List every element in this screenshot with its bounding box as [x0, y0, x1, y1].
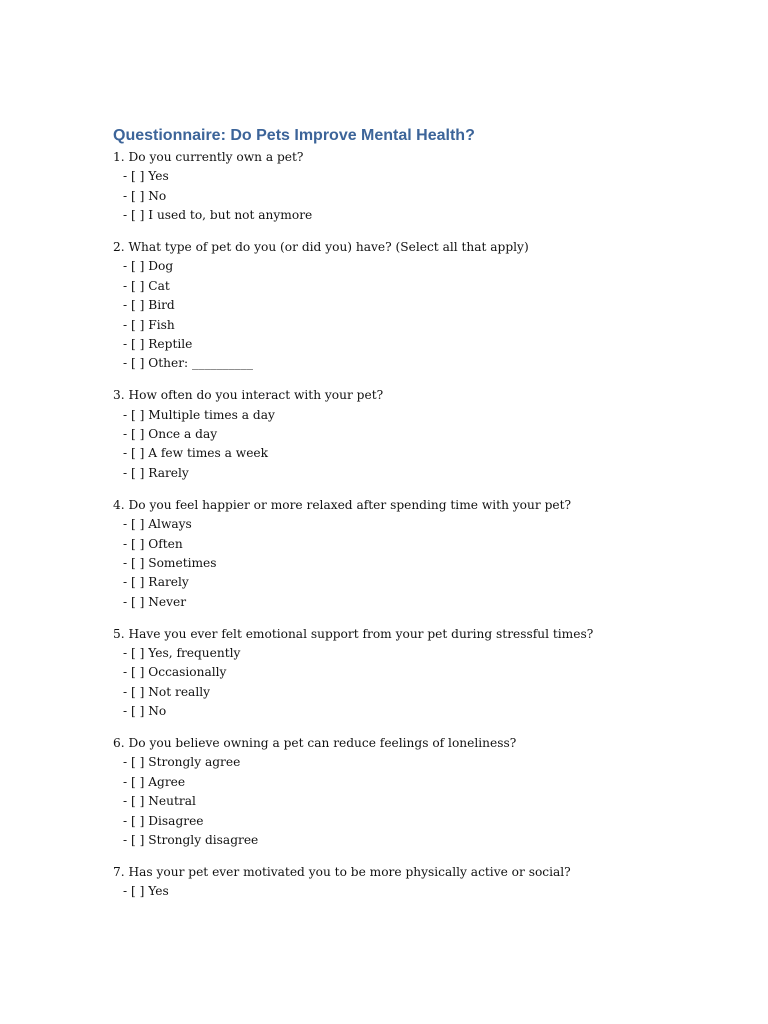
option-always: - [ ] Always [123, 517, 192, 532]
option-sometimes: - [ ] Sometimes [123, 555, 217, 570]
option-used-to: - [ ] I used to, but not anymore [123, 208, 313, 223]
question-text: 2. What type of pet do you (or did you) have? (Select all that apply) [113, 240, 529, 255]
question-text: 1. Do you currently own a pet? [113, 150, 304, 164]
question-5 [113, 625, 753, 722]
option-neutral: - [ ] Neutral [123, 794, 196, 809]
option-strongly-agree: - [ ] Strongly agree [123, 755, 241, 770]
page-title: Questionnaire: Do Pets Improve Mental Health? [113, 127, 475, 144]
option-disagree: - [ ] Disagree [123, 813, 204, 828]
option-reptile: - [ ] Reptile [123, 337, 193, 352]
option-yes: - [ ] Yes [123, 884, 169, 899]
question-text: 4. Do you feel happier or more relaxed after spending time with your pet? [113, 497, 572, 512]
question-3 [113, 386, 753, 483]
option-no: - [ ] No [123, 704, 167, 719]
option-dog: - [ ] Dog [123, 259, 174, 274]
option-cat: - [ ] Cat [123, 278, 170, 293]
option-other: - [ ] Other: __________ [123, 356, 253, 371]
option-no: - [ ] No [123, 188, 167, 203]
option-not-really: - [ ] Not really [123, 684, 211, 699]
option-yes-frequently: - [ ] Yes, frequently [123, 645, 241, 660]
option-occasionally: - [ ] Occasionally [123, 665, 227, 680]
question-1 [113, 148, 753, 226]
option-agree: - [ ] Agree [123, 774, 186, 789]
question-text: 6. Do you believe owning a pet can reduce feelings of loneliness? [113, 736, 517, 751]
question-2 [113, 238, 753, 374]
option-often: - [ ] Often [123, 536, 183, 551]
question-4 [113, 496, 753, 612]
question-list [113, 148, 753, 914]
question-text: 5. Have you ever felt emotional support from your pet during stressful times? [113, 626, 594, 641]
question-text: 7. Has your pet ever motivated you to be more physically active or social? [113, 864, 571, 879]
option-once-a-day: - [ ] Once a day [123, 427, 218, 442]
question-text: 3. How often do you interact with your pet? [113, 388, 384, 403]
option-strongly-disagree: - [ ] Strongly disagree [123, 833, 259, 847]
option-multiple-times-a-day: - [ ] Multiple times a day [123, 407, 275, 422]
option-rarely: - [ ] Rarely [123, 575, 189, 590]
option-rarely: - [ ] Rarely [123, 465, 189, 480]
question-7 [113, 863, 753, 902]
option-yes: - [ ] Yes [123, 169, 169, 184]
option-few-times-a-week: - [ ] A few times a week [123, 446, 269, 461]
question-6 [113, 734, 753, 850]
option-never: - [ ] Never [123, 594, 187, 609]
option-bird: - [ ] Bird [123, 298, 175, 313]
option-fish: - [ ] Fish [123, 317, 175, 332]
